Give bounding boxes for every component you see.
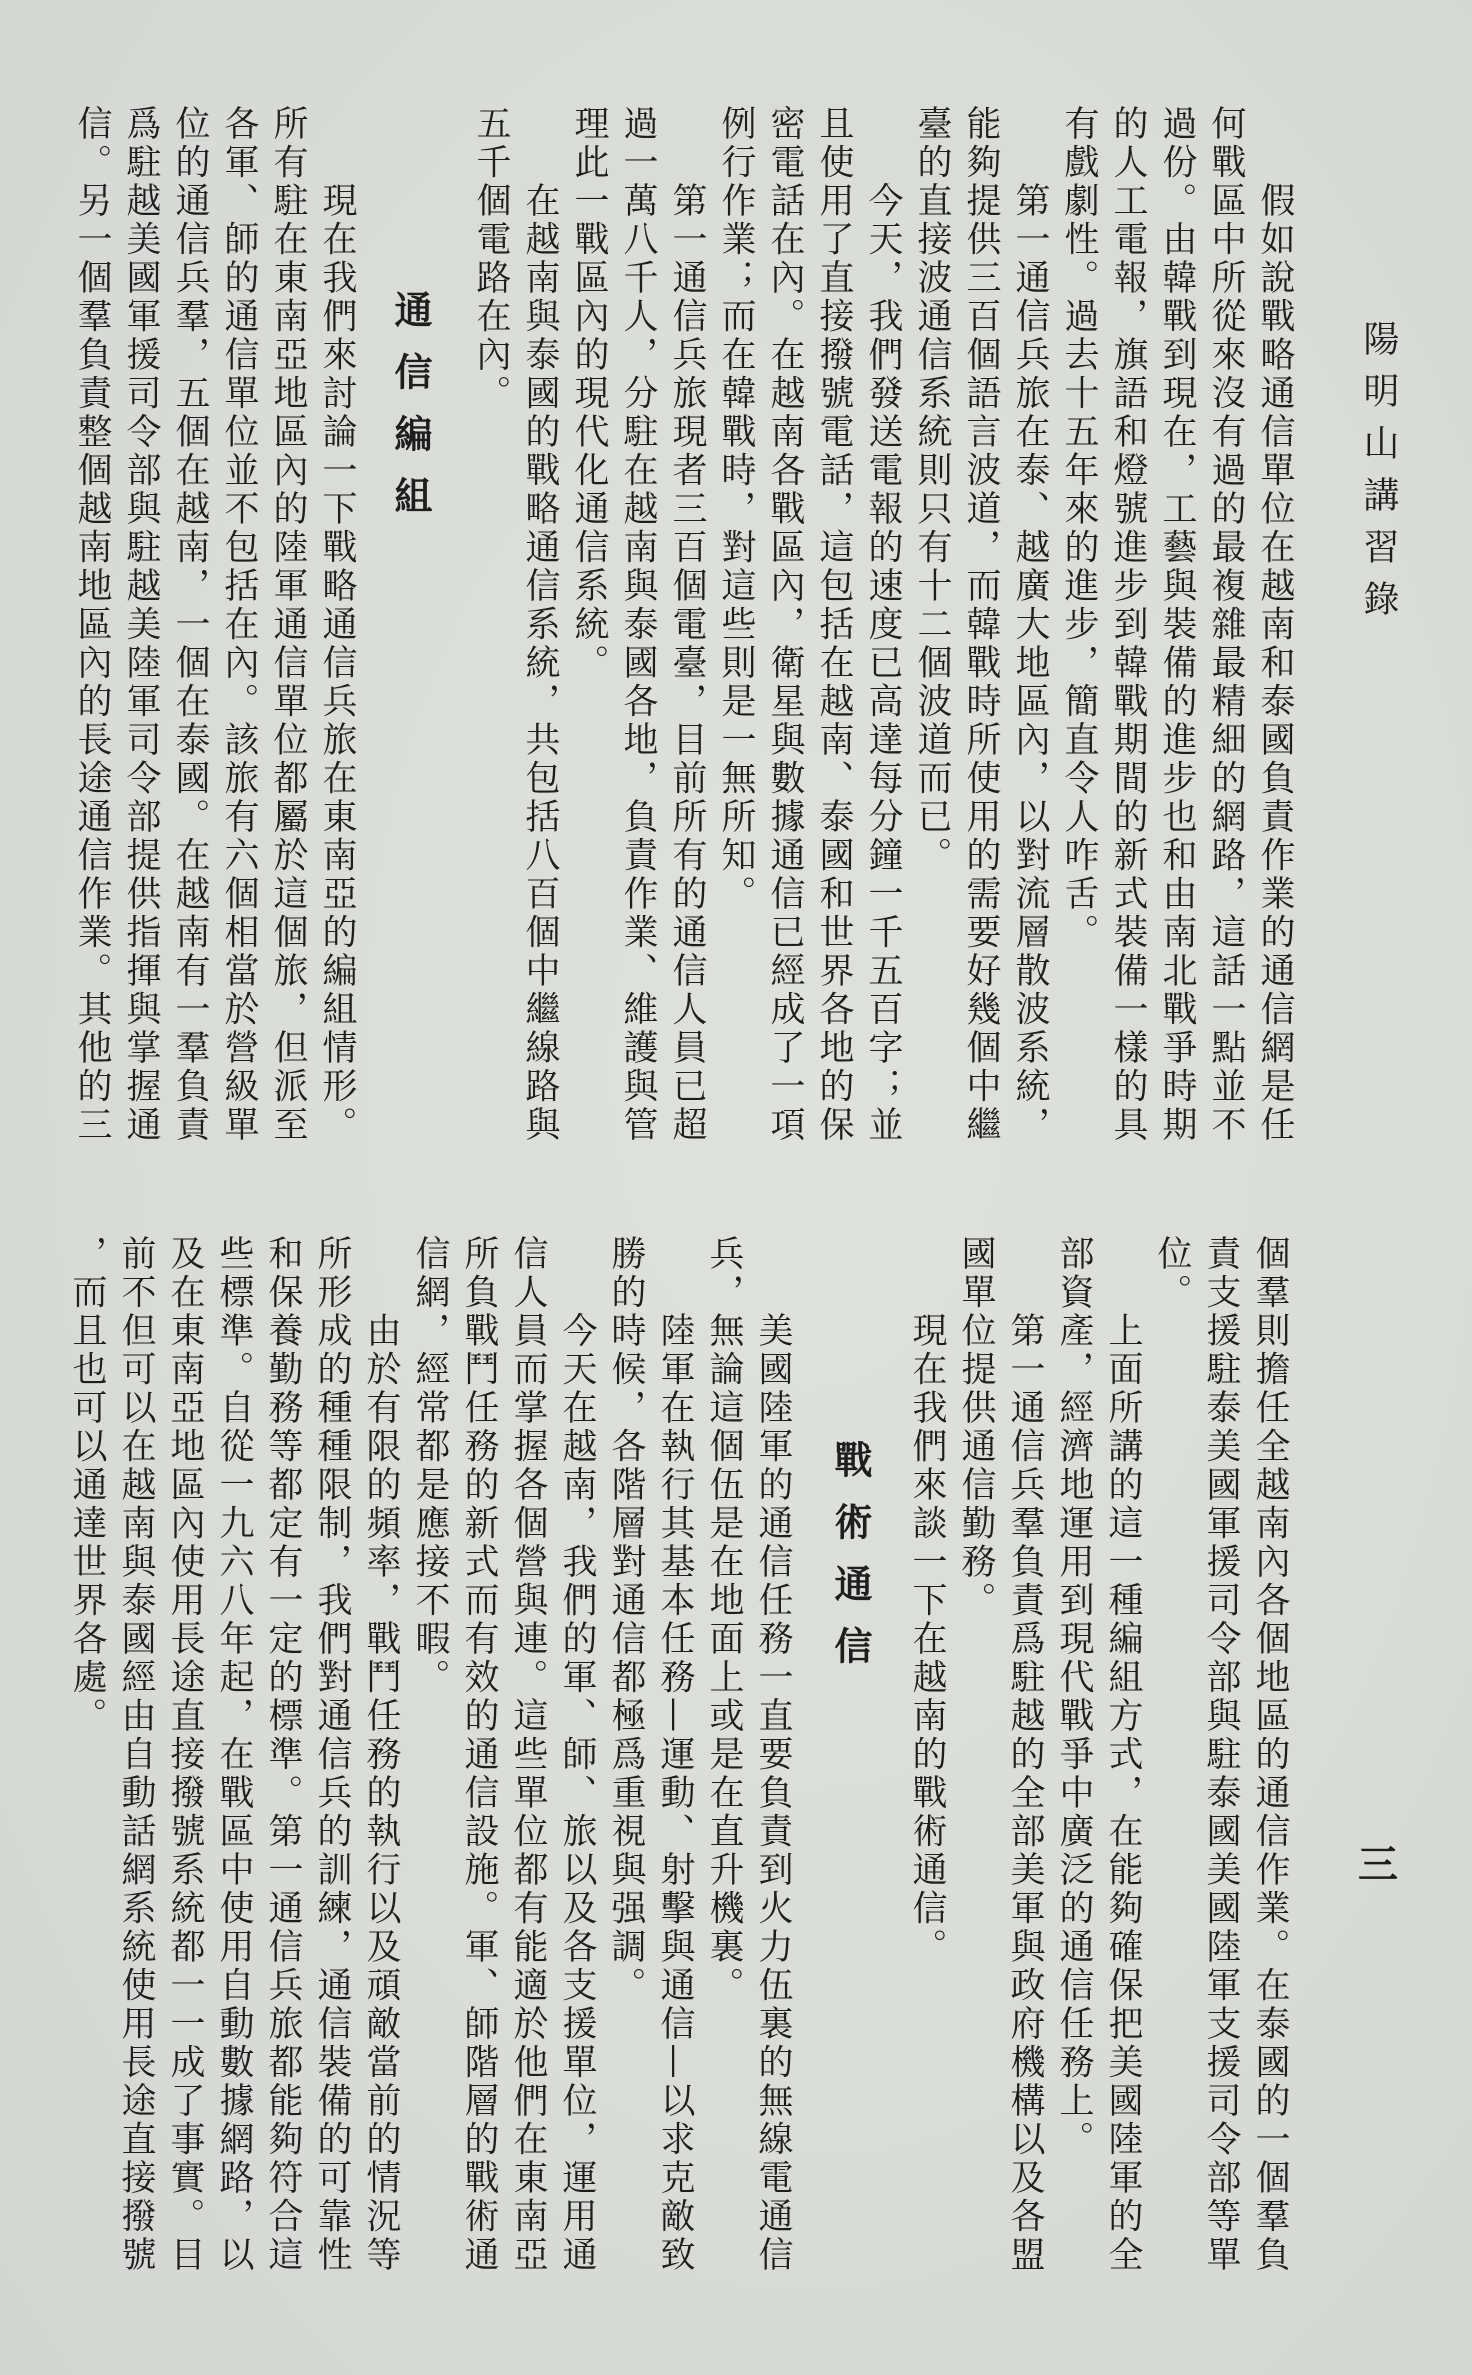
text-column: 的人工電報，旗語和燈號進步到韓戰期間的新式裝備一樣的具 xyxy=(1108,105,1148,1145)
text-column: 現在我們來討論一下戰略通信兵旅在東南亞的編組情形。 xyxy=(317,182,357,1145)
text-column: 部資產，經濟地運用到現代戰爭中廣泛的通信任務上。 xyxy=(1054,1235,1094,2159)
text-column: 些標準。自從一九六八年起，在戰區中使用自動數據網路，以 xyxy=(214,1235,254,2275)
text-column: 五千個電路在內。 xyxy=(471,105,511,413)
text-column: 例行作業；而在韓戰時，對這些則是一無所知。 xyxy=(716,105,756,914)
text-column: 假如說戰略通信單位在越南和泰國負責作業的通信網是任 xyxy=(1255,182,1295,1145)
text-column: ，而且也可以通達世界各處。 xyxy=(67,1235,107,1736)
text-column: 且使用了直接撥號電話，這包括在越南、泰國和世界各地的保 xyxy=(814,105,854,1145)
text-column: 位。 xyxy=(1152,1235,1192,1312)
text-column: 現在我們來談一下在越南的戰術通信。 xyxy=(907,1312,947,1967)
running-header: 陽明山講習錄 xyxy=(1358,320,1399,632)
text-column: 有戲劇性。過去十五年來的進步，簡直令人咋舌。 xyxy=(1059,105,1099,952)
text-column: 信人員而掌握各個營與連。這些單位都有能適於他們在東南亞 xyxy=(508,1235,548,2275)
text-column: 密電話在內。在越南各戰區內，衛星與數據通信已經成了一項 xyxy=(765,105,805,1145)
text-column: 國單位提供通信勤務。 xyxy=(956,1235,996,1620)
text-column: 在越南與泰國的戰略通信系統，共包括八百個中繼線路與 xyxy=(520,182,560,1145)
text-column: 位的通信兵羣，五個在越南，一個在泰國。在越南有一羣負責 xyxy=(170,105,210,1145)
text-column: 第一通信兵旅現者三百個電臺，目前所有的通信人員已超 xyxy=(667,182,707,1145)
text-column: 過份。由韓戰到現在，工藝與裝備的進步也和由南北戰爭時期 xyxy=(1157,105,1197,1145)
text-column: 今天在越南，我們的軍、師、旅以及各支援單位，運用通 xyxy=(557,1312,597,2275)
text-column: 爲駐越美國軍援司令部與駐越美陸軍司令部提供指揮與掌握通 xyxy=(121,105,161,1145)
text-column: 所形成的種種限制，我們對通信兵的訓練，通信裝備的可靠性 xyxy=(312,1235,352,2275)
text-column: 上面所講的這一種編組方式，在能夠確保把美國陸軍的全 xyxy=(1103,1312,1143,2275)
text-column: 勝的時候，各階層對通信都極爲重視與强調。 xyxy=(606,1235,646,2005)
text-column: 理此一戰區內的現代化通信系統。 xyxy=(569,105,609,683)
text-column: 陸軍在執行其基本任務—運動、射擊與通信—以求克敵致 xyxy=(655,1312,695,2275)
text-column: 何戰區中所從來沒有過的最複雜最精細的網路，這話一點並不 xyxy=(1206,105,1246,1145)
text-column: 兵，無論這個伍是在地面上或是在直升機裏。 xyxy=(704,1235,744,2005)
text-column: 信網，經常都是應接不暇。 xyxy=(410,1235,450,1697)
text-column: 美國陸軍的通信任務一直要負責到火力伍裏的無線電通信 xyxy=(753,1312,793,2275)
page-number: 三 xyxy=(1358,1841,1398,1888)
text-column: 臺的直接波通信系統則只有十二個波道而已。 xyxy=(912,105,952,875)
text-column: 個羣則擔任全越南內各個地區的通信作業。在泰國的一個羣負 xyxy=(1250,1235,1290,2275)
text-column: 今天，我們發送電報的速度已高達每分鐘一千五百字；並 xyxy=(863,182,903,1145)
text-column: 過一萬八千人，分駐在越南與泰國各地，負責作業、維護與管 xyxy=(618,105,658,1145)
text-column: 由於有限的頻率，戰鬥任務的執行以及頑敵當前的情況等 xyxy=(361,1312,401,2275)
text-column: 及在東南亞地區內使用長途直接撥號系統都一一成了事實。目 xyxy=(165,1235,205,2275)
text-column: 信。另一個羣負責整個越南地區內的長途通信作業。其他的三 xyxy=(72,105,112,1145)
text-column: 所有駐在東南亞地區內的陸軍通信單位都屬於這個旅，但派至 xyxy=(268,105,308,1145)
text-column: 所負戰鬥任務的新式而有效的通信設施。軍、師階層的戰術通 xyxy=(459,1235,499,2275)
text-column: 和保養勤務等都定有一定的標準。第一通信兵旅都能夠符合這 xyxy=(263,1235,303,2275)
section-heading: 通信編組 xyxy=(388,290,433,538)
text-column: 責支援駐泰美國軍援司令部與駐泰國美國陸軍支援司令部等單 xyxy=(1201,1235,1241,2275)
text-column: 前不但可以在越南與泰國經由自動話網系統使用長途直接撥號 xyxy=(116,1235,156,2275)
text-column: 第一通信兵羣負責爲駐越的全部美軍與政府機構以及各盟 xyxy=(1005,1312,1045,2275)
section-heading: 戰術通信 xyxy=(828,1440,873,1688)
text-column: 各軍、師的通信單位並不包括在內。該旅有六個相當於營級單 xyxy=(219,105,259,1145)
text-column: 能夠提供三百個語言波道，而韓戰時所使用的需要好幾個中繼 xyxy=(961,105,1001,1145)
text-column: 第一通信兵旅在泰、越廣大地區內，以對流層散波系統， xyxy=(1010,182,1050,1145)
